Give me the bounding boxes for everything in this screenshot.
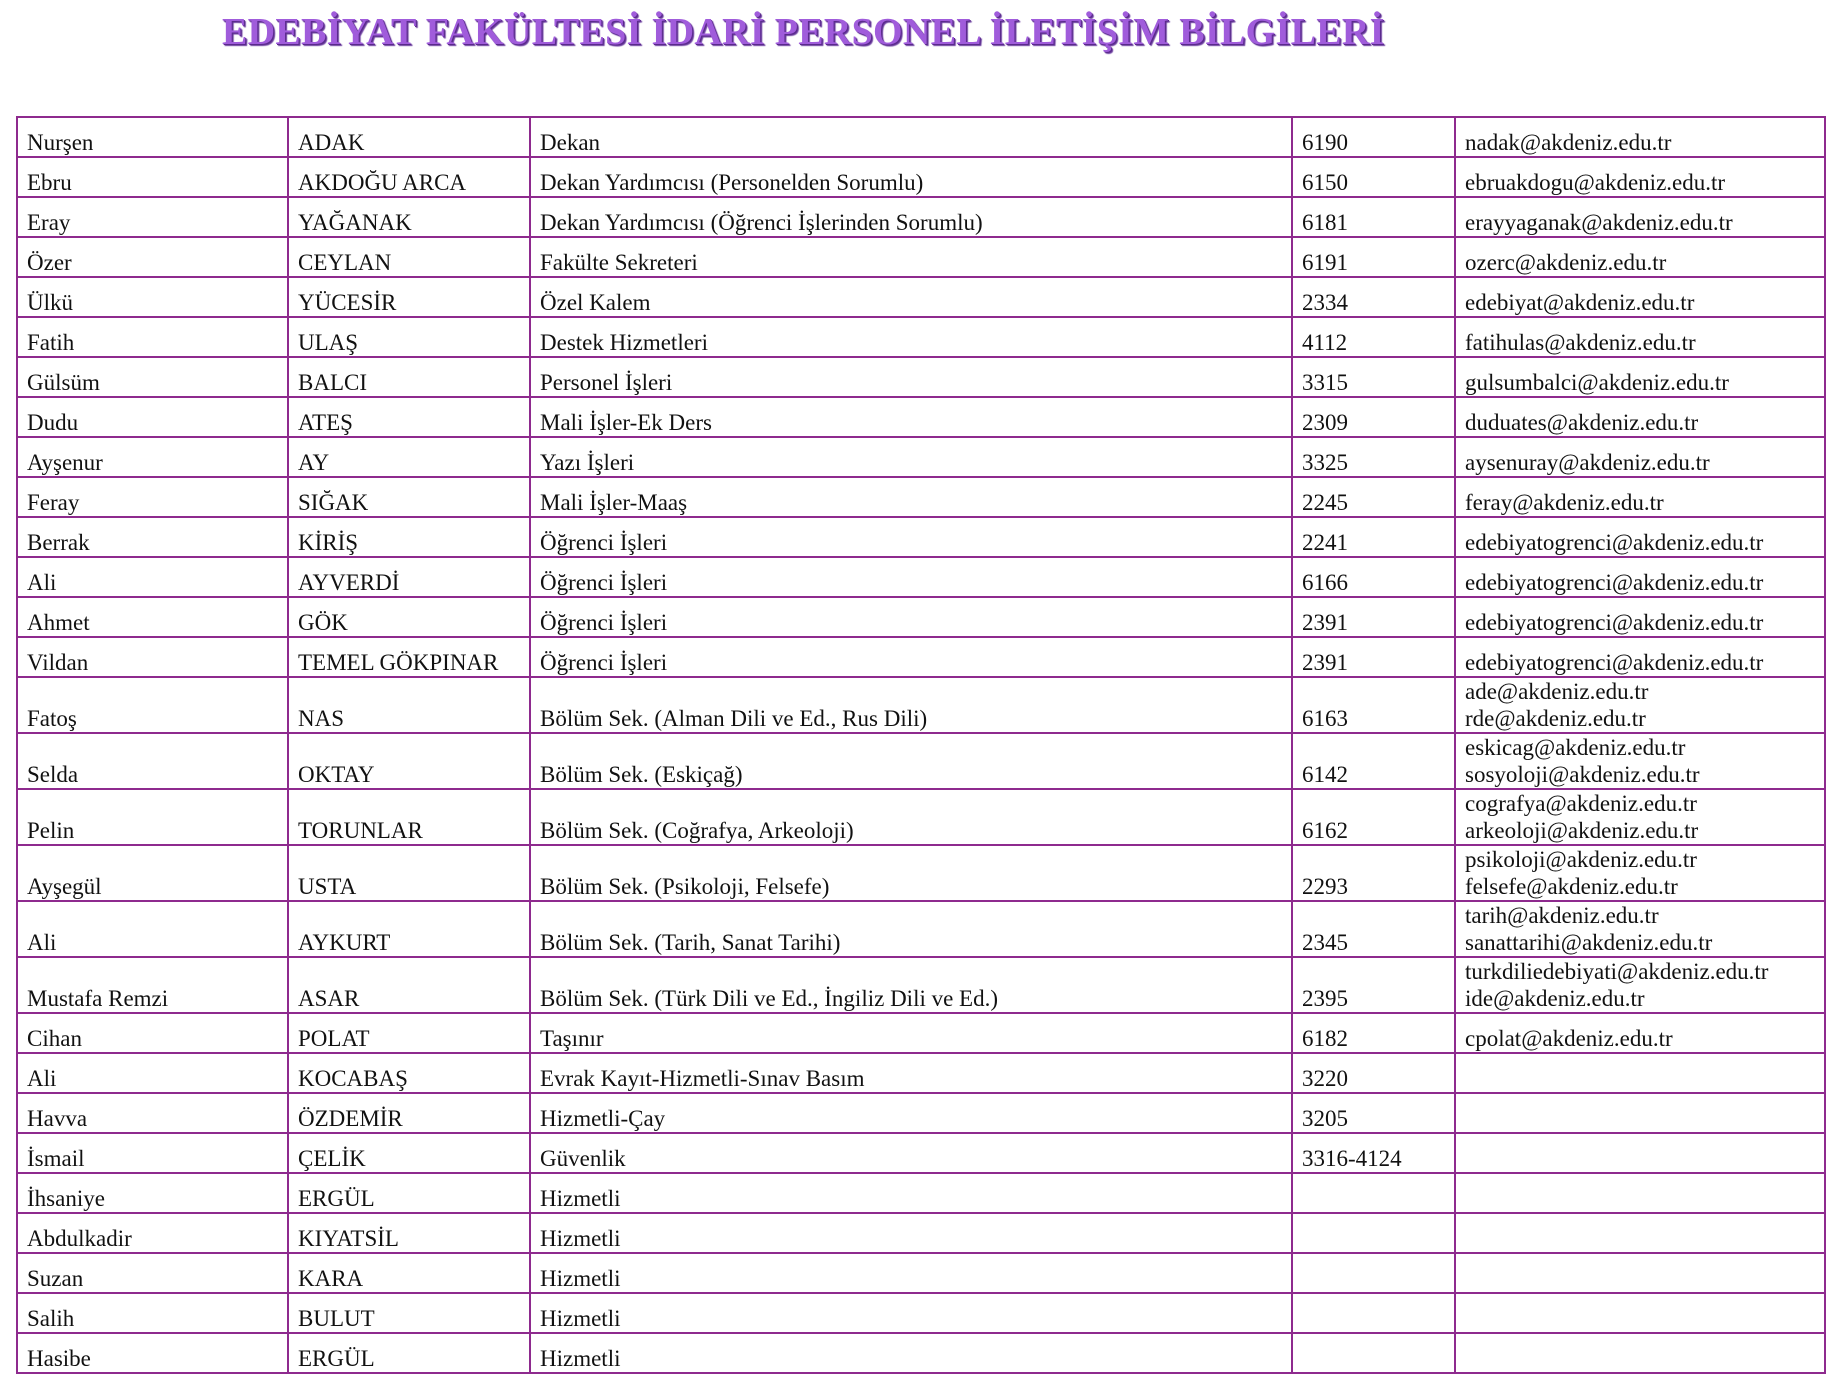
last-name-cell: NAS <box>288 677 530 733</box>
table-row <box>17 1293 1825 1333</box>
phone-extension-cell: 3220 <box>1292 1053 1455 1093</box>
email-cell <box>1455 1133 1825 1173</box>
phone-extension-cell <box>1292 1293 1455 1333</box>
phone-extension-cell: 3316-4124 <box>1292 1133 1455 1173</box>
role-cell: Bölüm Sek. (Psikoloji, Felsefe) <box>530 845 1292 901</box>
last-name-cell: ÖZDEMİR <box>288 1093 530 1133</box>
email-address: ozerc@akdeniz.edu.tr <box>1465 250 1667 275</box>
email-cell <box>1455 317 1825 357</box>
phone-extension-cell: 2345 <box>1292 901 1455 957</box>
first-name-cell: Salih <box>17 1293 288 1333</box>
role-cell: Destek Hizmetleri <box>530 317 1292 357</box>
email-cell <box>1455 557 1825 597</box>
page-title: EDEBİYAT FAKÜLTESİ İDARİ PERSONEL İLETİŞİM BİLGİLERİ <box>222 11 1385 53</box>
table-row <box>17 277 1825 317</box>
last-name-cell: AYVERDİ <box>288 557 530 597</box>
table-row <box>17 1013 1825 1053</box>
email-cell <box>1455 117 1825 157</box>
first-name-cell: Ali <box>17 1053 288 1093</box>
role-cell: Taşınır <box>530 1013 1292 1053</box>
first-name-cell: Mustafa Remzi <box>17 957 288 1013</box>
table-row <box>17 517 1825 557</box>
role-cell: Öğrenci İşleri <box>530 517 1292 557</box>
staff-contact-table <box>16 116 1826 1374</box>
phone-extension-cell <box>1292 1173 1455 1213</box>
role-cell: Bölüm Sek. (Tarih, Sanat Tarihi) <box>530 901 1292 957</box>
email-address: ide@akdeniz.edu.tr <box>1465 986 1645 1011</box>
email-cell <box>1455 733 1825 789</box>
phone-extension-cell: 2309 <box>1292 397 1455 437</box>
last-name-cell: ÇELİK <box>288 1133 530 1173</box>
email-cell <box>1455 789 1825 845</box>
table-row <box>17 1213 1825 1253</box>
table-row <box>17 733 1825 789</box>
role-cell: Bölüm Sek. (Türk Dili ve Ed., İngiliz Dili ve Ed.) <box>530 957 1292 1013</box>
last-name-cell: AKDOĞU ARCA <box>288 157 530 197</box>
phone-extension-cell: 2391 <box>1292 637 1455 677</box>
role-cell: Evrak Kayıt-Hizmetli-Sınav Basım <box>530 1053 1292 1093</box>
email-address: sosyoloji@akdeniz.edu.tr <box>1465 762 1700 787</box>
phone-extension-cell: 2293 <box>1292 845 1455 901</box>
role-cell: Güvenlik <box>530 1133 1292 1173</box>
table-row <box>17 557 1825 597</box>
email-address: nadak@akdeniz.edu.tr <box>1465 130 1672 155</box>
first-name-cell: Cihan <box>17 1013 288 1053</box>
table-row <box>17 317 1825 357</box>
last-name-cell: ERGÜL <box>288 1173 530 1213</box>
email-address: fatihulas@akdeniz.edu.tr <box>1465 330 1696 355</box>
phone-extension-cell: 6150 <box>1292 157 1455 197</box>
phone-extension-cell: 3205 <box>1292 1093 1455 1133</box>
role-cell: Öğrenci İşleri <box>530 597 1292 637</box>
email-address: tarih@akdeniz.edu.tr <box>1465 903 1659 928</box>
first-name-cell: Ali <box>17 557 288 597</box>
email-cell <box>1455 397 1825 437</box>
last-name-cell: POLAT <box>288 1013 530 1053</box>
table-row <box>17 677 1825 733</box>
table-row <box>17 117 1825 157</box>
role-cell: Mali İşler-Ek Ders <box>530 397 1292 437</box>
first-name-cell: Ülkü <box>17 277 288 317</box>
role-cell: Bölüm Sek. (Eskiçağ) <box>530 733 1292 789</box>
email-address: edebiyatogrenci@akdeniz.edu.tr <box>1465 650 1764 675</box>
email-address: edebiyatogrenci@akdeniz.edu.tr <box>1465 610 1764 635</box>
first-name-cell: Ahmet <box>17 597 288 637</box>
last-name-cell: TORUNLAR <box>288 789 530 845</box>
email-address: edebiyat@akdeniz.edu.tr <box>1465 290 1695 315</box>
last-name-cell: YAĞANAK <box>288 197 530 237</box>
first-name-cell: İhsaniye <box>17 1173 288 1213</box>
table-row <box>17 789 1825 845</box>
email-cell <box>1455 901 1825 957</box>
role-cell: Hizmetli-Çay <box>530 1093 1292 1133</box>
last-name-cell: YÜCESİR <box>288 277 530 317</box>
email-cell <box>1455 197 1825 237</box>
email-cell <box>1455 1053 1825 1093</box>
table-row <box>17 397 1825 437</box>
email-cell <box>1455 517 1825 557</box>
table-row <box>17 197 1825 237</box>
phone-extension-cell: 2395 <box>1292 957 1455 1013</box>
email-cell <box>1455 637 1825 677</box>
first-name-cell: Fatoş <box>17 677 288 733</box>
last-name-cell: ULAŞ <box>288 317 530 357</box>
table-row <box>17 437 1825 477</box>
role-cell: Personel İşleri <box>530 357 1292 397</box>
email-address: feray@akdeniz.edu.tr <box>1465 490 1664 515</box>
last-name-cell: BULUT <box>288 1293 530 1333</box>
email-cell <box>1455 1213 1825 1253</box>
role-cell: Mali İşler-Maaş <box>530 477 1292 517</box>
email-address: turkdiliedebiyati@akdeniz.edu.tr <box>1465 959 1769 984</box>
phone-extension-cell: 6182 <box>1292 1013 1455 1053</box>
last-name-cell: TEMEL GÖKPINAR <box>288 637 530 677</box>
phone-extension-cell: 6163 <box>1292 677 1455 733</box>
role-cell: Fakülte Sekreteri <box>530 237 1292 277</box>
role-cell: Hizmetli <box>530 1333 1292 1373</box>
table-row <box>17 357 1825 397</box>
email-address: ebruakdogu@akdeniz.edu.tr <box>1465 170 1726 195</box>
first-name-cell: İsmail <box>17 1133 288 1173</box>
phone-extension-cell: 3315 <box>1292 357 1455 397</box>
email-cell <box>1455 237 1825 277</box>
first-name-cell: Eray <box>17 197 288 237</box>
email-address: sanattarihi@akdeniz.edu.tr <box>1465 930 1713 955</box>
email-cell <box>1455 157 1825 197</box>
last-name-cell: BALCI <box>288 357 530 397</box>
phone-extension-cell <box>1292 1333 1455 1373</box>
table-row <box>17 237 1825 277</box>
email-cell <box>1455 1013 1825 1053</box>
role-cell: Öğrenci İşleri <box>530 637 1292 677</box>
last-name-cell: KIYATSİL <box>288 1213 530 1253</box>
role-cell: Yazı İşleri <box>530 437 1292 477</box>
first-name-cell: Hasibe <box>17 1333 288 1373</box>
email-address: rde@akdeniz.edu.tr <box>1465 706 1646 731</box>
role-cell: Bölüm Sek. (Coğrafya, Arkeoloji) <box>530 789 1292 845</box>
staff-table-body <box>17 117 1825 1373</box>
first-name-cell: Vildan <box>17 637 288 677</box>
email-cell <box>1455 597 1825 637</box>
email-address: psikoloji@akdeniz.edu.tr <box>1465 847 1697 872</box>
email-address: eskicag@akdeniz.edu.tr <box>1465 735 1686 760</box>
first-name-cell: Nurşen <box>17 117 288 157</box>
phone-extension-cell: 6190 <box>1292 117 1455 157</box>
first-name-cell: Berrak <box>17 517 288 557</box>
phone-extension-cell: 6162 <box>1292 789 1455 845</box>
table-row <box>17 1133 1825 1173</box>
first-name-cell: Ayşenur <box>17 437 288 477</box>
table-row <box>17 157 1825 197</box>
role-cell: Özel Kalem <box>530 277 1292 317</box>
first-name-cell: Havva <box>17 1093 288 1133</box>
table-row <box>17 477 1825 517</box>
role-cell: Dekan <box>530 117 1292 157</box>
email-address: erayyaganak@akdeniz.edu.tr <box>1465 210 1733 235</box>
table-row <box>17 845 1825 901</box>
phone-extension-cell <box>1292 1213 1455 1253</box>
phone-extension-cell: 2391 <box>1292 597 1455 637</box>
phone-extension-cell: 2334 <box>1292 277 1455 317</box>
first-name-cell: Ebru <box>17 157 288 197</box>
phone-extension-cell: 3325 <box>1292 437 1455 477</box>
table-row <box>17 1053 1825 1093</box>
email-cell <box>1455 277 1825 317</box>
email-cell <box>1455 1173 1825 1213</box>
last-name-cell: ADAK <box>288 117 530 157</box>
last-name-cell: AYKURT <box>288 901 530 957</box>
first-name-cell: Feray <box>17 477 288 517</box>
first-name-cell: Ali <box>17 901 288 957</box>
table-row <box>17 637 1825 677</box>
role-cell: Bölüm Sek. (Alman Dili ve Ed., Rus Dili) <box>530 677 1292 733</box>
last-name-cell: GÖK <box>288 597 530 637</box>
table-row <box>17 1333 1825 1373</box>
table-row <box>17 957 1825 1013</box>
first-name-cell: Selda <box>17 733 288 789</box>
first-name-cell: Dudu <box>17 397 288 437</box>
table-row <box>17 1253 1825 1293</box>
phone-extension-cell: 2245 <box>1292 477 1455 517</box>
email-address: cografya@akdeniz.edu.tr <box>1465 791 1697 816</box>
first-name-cell: Suzan <box>17 1253 288 1293</box>
table-row <box>17 597 1825 637</box>
last-name-cell: USTA <box>288 845 530 901</box>
email-address: ade@akdeniz.edu.tr <box>1465 679 1649 704</box>
email-address: duduates@akdeniz.edu.tr <box>1465 410 1699 435</box>
last-name-cell: KOCABAŞ <box>288 1053 530 1093</box>
email-cell <box>1455 1253 1825 1293</box>
last-name-cell: KİRİŞ <box>288 517 530 557</box>
last-name-cell: KARA <box>288 1253 530 1293</box>
role-cell: Hizmetli <box>530 1173 1292 1213</box>
last-name-cell: CEYLAN <box>288 237 530 277</box>
last-name-cell: AY <box>288 437 530 477</box>
first-name-cell: Pelin <box>17 789 288 845</box>
last-name-cell: OKTAY <box>288 733 530 789</box>
email-cell <box>1455 1293 1825 1333</box>
first-name-cell: Abdulkadir <box>17 1213 288 1253</box>
first-name-cell: Ayşegül <box>17 845 288 901</box>
role-cell: Hizmetli <box>530 1293 1292 1333</box>
email-address: felsefe@akdeniz.edu.tr <box>1465 874 1678 899</box>
email-cell <box>1455 957 1825 1013</box>
email-address: arkeoloji@akdeniz.edu.tr <box>1465 818 1699 843</box>
email-cell <box>1455 845 1825 901</box>
phone-extension-cell: 6191 <box>1292 237 1455 277</box>
email-cell <box>1455 1093 1825 1133</box>
table-row <box>17 1173 1825 1213</box>
email-address: gulsumbalci@akdeniz.edu.tr <box>1465 370 1729 395</box>
role-cell: Hizmetli <box>530 1213 1292 1253</box>
email-address: edebiyatogrenci@akdeniz.edu.tr <box>1465 530 1764 555</box>
phone-extension-cell: 6166 <box>1292 557 1455 597</box>
email-address: aysenuray@akdeniz.edu.tr <box>1465 450 1710 475</box>
last-name-cell: ERGÜL <box>288 1333 530 1373</box>
email-address: edebiyatogrenci@akdeniz.edu.tr <box>1465 570 1764 595</box>
role-cell: Öğrenci İşleri <box>530 557 1292 597</box>
last-name-cell: ASAR <box>288 957 530 1013</box>
table-row <box>17 1093 1825 1133</box>
phone-extension-cell: 4112 <box>1292 317 1455 357</box>
email-cell <box>1455 437 1825 477</box>
email-cell <box>1455 477 1825 517</box>
first-name-cell: Fatih <box>17 317 288 357</box>
email-address: cpolat@akdeniz.edu.tr <box>1465 1026 1673 1051</box>
phone-extension-cell: 6181 <box>1292 197 1455 237</box>
role-cell: Dekan Yardımcısı (Personelden Sorumlu) <box>530 157 1292 197</box>
table-row <box>17 901 1825 957</box>
last-name-cell: SIĞAK <box>288 477 530 517</box>
email-cell <box>1455 1333 1825 1373</box>
phone-extension-cell <box>1292 1253 1455 1293</box>
email-cell <box>1455 357 1825 397</box>
phone-extension-cell: 6142 <box>1292 733 1455 789</box>
first-name-cell: Özer <box>17 237 288 277</box>
email-cell <box>1455 677 1825 733</box>
first-name-cell: Gülsüm <box>17 357 288 397</box>
phone-extension-cell: 2241 <box>1292 517 1455 557</box>
role-cell: Hizmetli <box>530 1253 1292 1293</box>
role-cell: Dekan Yardımcısı (Öğrenci İşlerinden Sorumlu) <box>530 197 1292 237</box>
last-name-cell: ATEŞ <box>288 397 530 437</box>
